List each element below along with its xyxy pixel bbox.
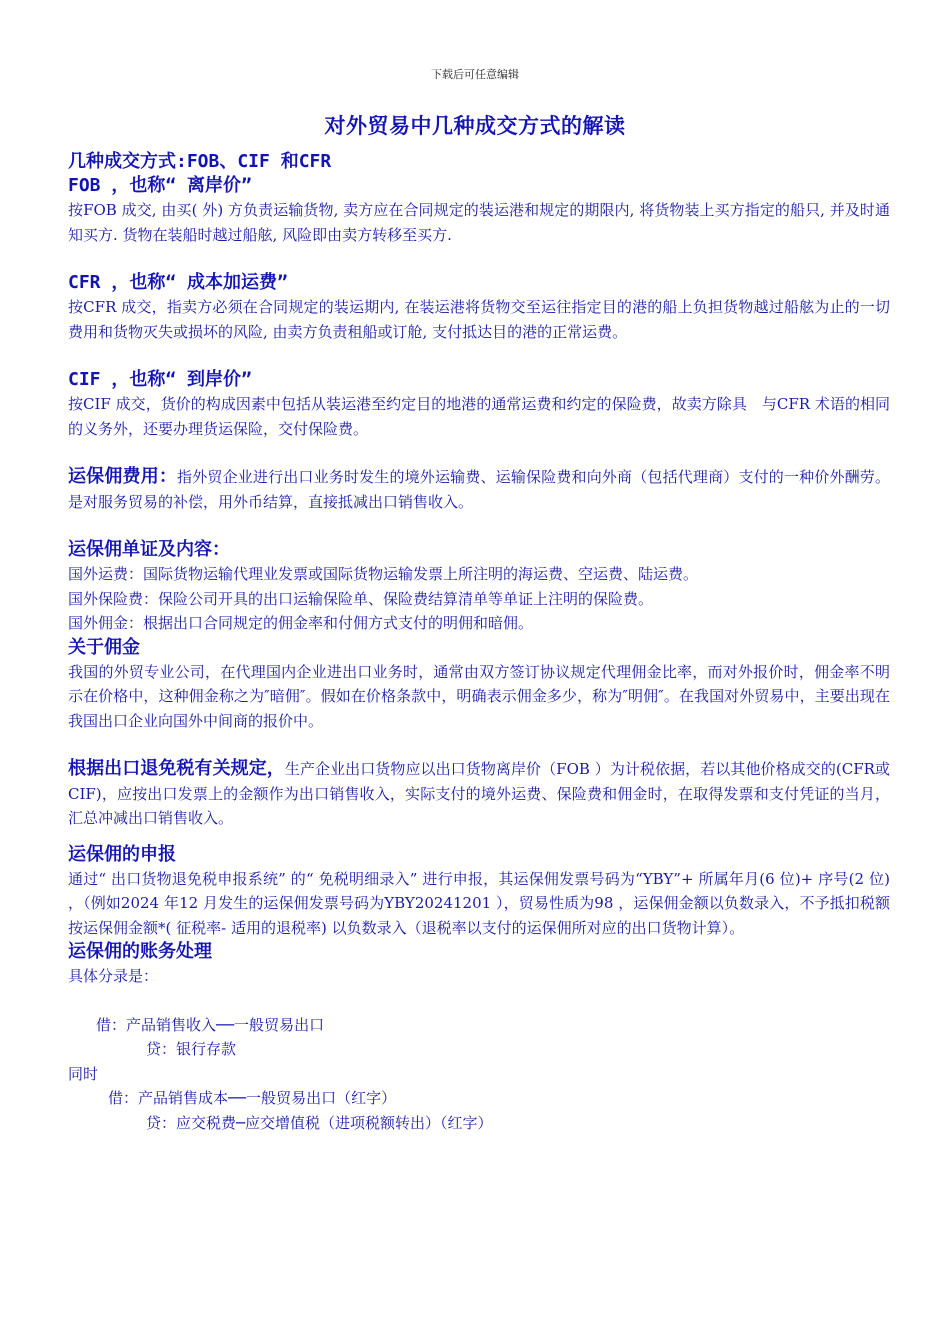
accounting-intro: 具体分录是： <box>68 967 159 985</box>
docs-line-freight: 国外运费：国际货物运输代理业发票或国际货物运输发票上所注明的海运费、空运费、陆运费。 <box>68 565 699 583</box>
entry2-debit: 借：产品销售成本──一般贸易出口（红字） <box>108 1089 397 1107</box>
simultaneous-label: 同时 <box>68 1064 99 1083</box>
fob-heading: FOB ，也称“ 离岸价” <box>68 175 252 196</box>
commission-heading: 关于佣金 <box>68 636 140 658</box>
cfr-body: 按CFR 成交，指卖方必须在合同规定的装运期内, 在装运港将货物交至运往指定目的港的船上负担货物越过船舷为止的一切费用和货物灭失或损坏的风险, 由卖方负责租船或订舱, 支付抵达目的港的正常运费。 <box>68 298 890 341</box>
document-title: 对外贸易中几种成交方式的解读 <box>324 114 626 138</box>
docs-heading: 运保佣单证及内容： <box>68 539 230 560</box>
header-note: 下载后可任意编辑 <box>431 68 519 81</box>
document-body <box>68 150 890 1135</box>
commission-body: 我国的外贸专业公司，在代理国内企业进出口业务时，通常由双方签订协议规定代理佣金比率，而对外报价时，佣金率不明示在价格中，这种佣金称之为″暗佣″。假如在价格条款中，明确表示佣金多少，称为″明佣″。在我国对外贸易中，主要出现在我国出口企业向国外中间商的报价中。 <box>68 662 890 730</box>
fob-body: 按FOB 成交, 由买( 外) 方负责运输货物, 卖方应在合同规定的装运港和规定的期限内, 将货物装上买方指定的船只, 并及时通知买方. 货物在装船时越过船舷, 风险即由卖方转移至买方. <box>68 201 890 244</box>
entry2-credit: 贷：应交税费─应交增值税（进项税额转出）（红字） <box>146 1113 493 1132</box>
cfr-heading: CFR ，也称“ 成本加运费” <box>68 272 288 293</box>
fee-body: 指外贸企业进行出口业务时发生的境外运输费、运输保险费和向外商（包括代理商）支付的一种价外酬劳。是对服务贸易的补偿，用外币结算，直接抵减出口销售收入。 <box>68 468 890 511</box>
declare-body: 通过“ 出口货物退免税申报系统” 的“ 免税明细录入” 进行申报，其运保佣发票号码为“YBY”+ 所属年月(6 位)+ 序号(2 位) ，（例如2024 年12 月发生的运保佣发票号码为YBY20241201 ），贸易性质为98 ，运保佣金额以负数录入，不予抵扣税额按运保佣金额*( 征税率- 适用的退税率) 以负数录入（退税率以支付的运保佣所对应的出口货物计算）。 <box>68 869 890 937</box>
entry1-credit: 贷：银行存款 <box>146 1040 237 1058</box>
tax-rule-body: 生产企业出口货物应以出口货物离岸价（FOB ）为计税依据，若以其他价格成交的(CFR或CIF)，应按出口发票上的金额作为出口销售收入，实际支付的境外运费、保险费和佣金时，在取得发票和支付凭证的当月，汇总冲减出口销售收入。 <box>68 760 891 827</box>
cif-body: 按CIF 成交，货价的构成因素中包括从装运港至约定目的地港的通常运费和约定的保险费，故卖方除具 与CFR 术语的相同的义务外，还要办理货运保险，交付保险费。 <box>68 395 890 438</box>
fee-label: 运保佣费用： <box>68 466 178 487</box>
tax-rule-label: 根据出口退免税有关规定， <box>68 758 285 779</box>
tax-rule-paragraph <box>68 757 890 831</box>
terms-heading: 几种成交方式:FOB、CIF 和CFR <box>68 151 332 172</box>
docs-line-insurance: 国外保险费：保险公司开具的出口运输保险单、保险费结算清单等单证上注明的保险费。 <box>68 589 654 608</box>
entry1-debit: 借：产品销售收入──一般贸易出口 <box>96 1015 325 1034</box>
accounting-heading: 运保佣的账务处理 <box>68 941 212 962</box>
fee-paragraph <box>68 465 890 514</box>
cif-heading: CIF ，也称“ 到岸价” <box>68 369 252 390</box>
declare-heading: 运保佣的申报 <box>68 843 176 865</box>
docs-line-commission: 国外佣金：根据出口合同规定的佣金率和付佣方式支付的明佣和暗佣。 <box>68 614 534 632</box>
